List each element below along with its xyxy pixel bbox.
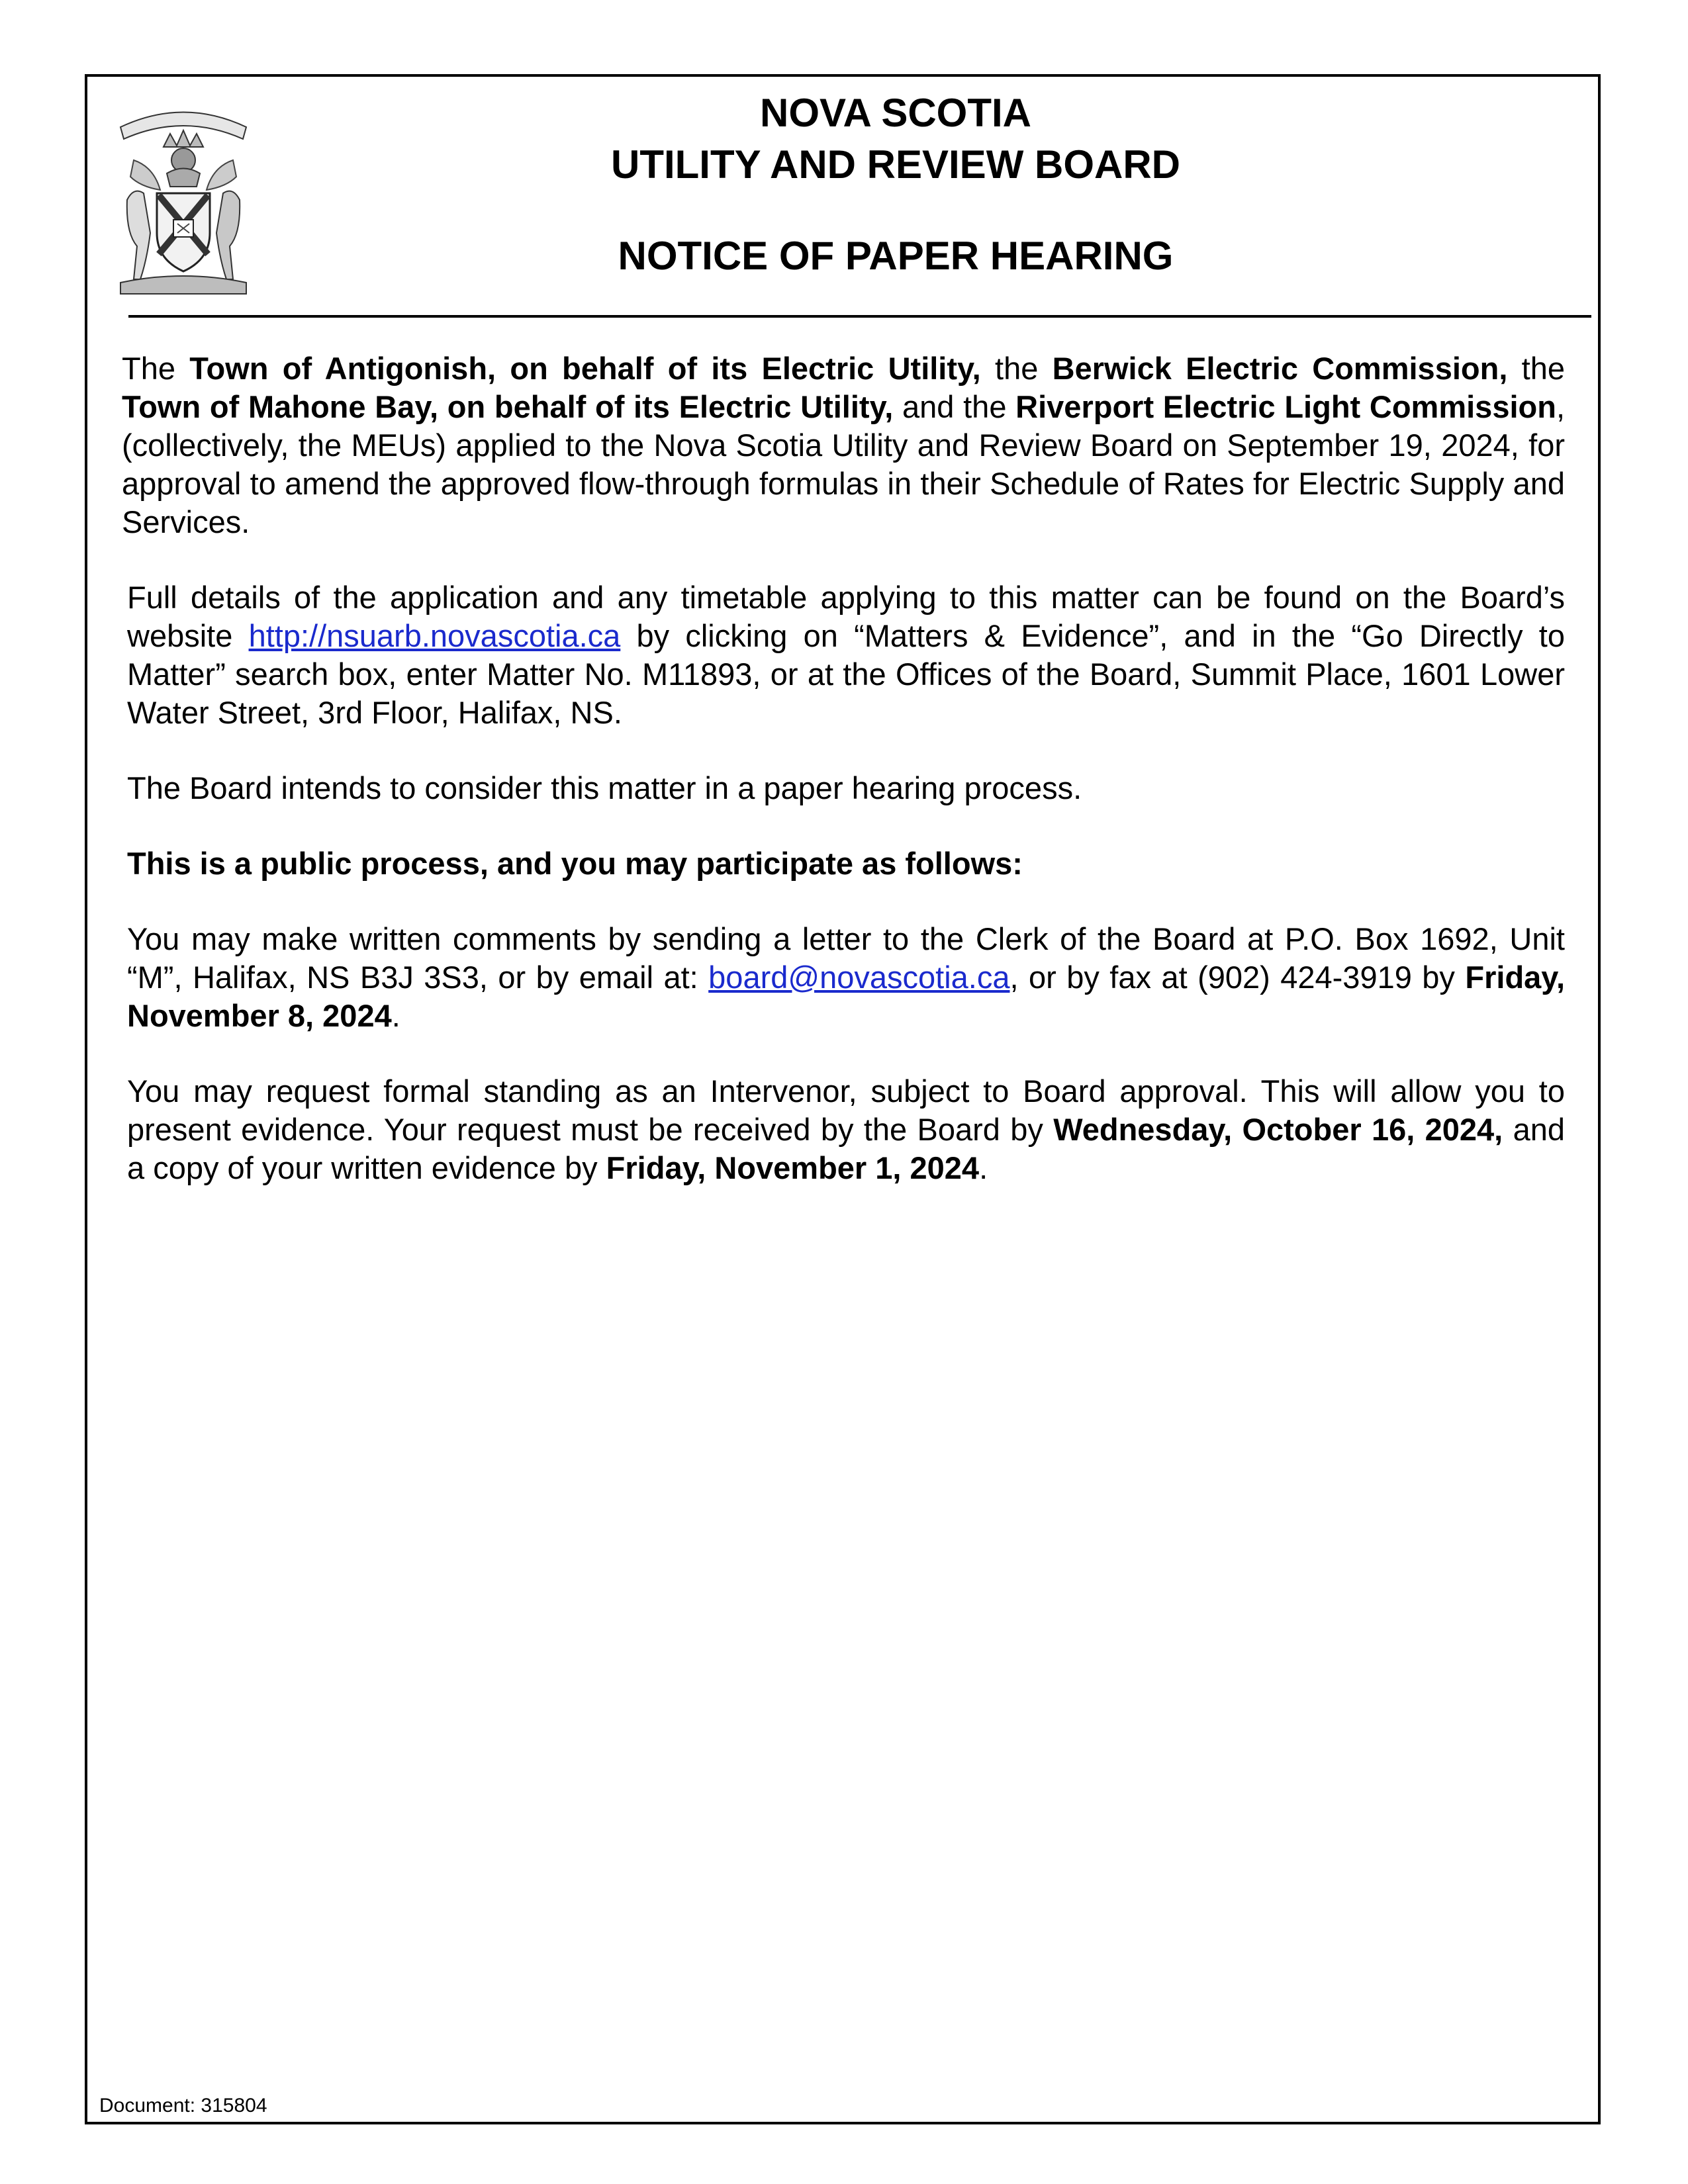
header-divider: [128, 315, 1591, 318]
text-run: and a copy of your written evidence by: [127, 1112, 1565, 1185]
text-run: The: [122, 351, 190, 386]
text-run: , or by fax at (902) 424-3919 by: [1009, 960, 1466, 995]
text-run: , (collectively, the MEUs) applied to the Nova Scotia Utility and Review Board on September 19, 2024, for approval to amend the approved flow-through formulas in their Schedule of Rates for Electric Supply and Services.: [122, 389, 1565, 539]
applicant-riverport: Riverport Electric Light Commission: [1015, 389, 1556, 424]
email-link[interactable]: board@novascotia.ca: [708, 960, 1010, 995]
text-run: and the: [893, 389, 1016, 424]
text-run: .: [391, 998, 400, 1033]
paragraph-intervenor: [127, 1072, 1565, 1187]
notice-body: [122, 349, 1565, 1224]
paragraph-process: The Board intends to consider this matter in a paper hearing process.: [127, 770, 1082, 805]
document-id: Document: 315804: [99, 2095, 267, 2116]
website-link[interactable]: http://nsuarb.novascotia.ca: [248, 618, 621, 653]
applicant-mahone-bay: Town of Mahone Bay, on behalf of its Electric Utility,: [122, 389, 894, 424]
text-run: .: [979, 1150, 988, 1185]
notice-frame: [85, 74, 1601, 2124]
paragraph-details: [127, 578, 1565, 732]
intervenor-deadline: Wednesday, October 16, 2024,: [1053, 1112, 1503, 1147]
paragraph-written-comments: [127, 920, 1565, 1035]
header-province: NOVA SCOTIA: [759, 91, 1031, 135]
participation-heading: This is a public process, and you may participate as follows:: [127, 846, 1023, 881]
notice-header: [87, 87, 1598, 282]
text-run: Full details of the application and any timetable applying to this matter can be found on the Board’s website: [127, 580, 1565, 653]
paragraph-application: [122, 349, 1565, 541]
text-run: the: [1507, 351, 1565, 386]
comments-deadline: Friday, November 8, 2024: [127, 960, 1566, 1033]
text-run: the: [980, 351, 1053, 386]
text-run: by clicking on “Matters & Evidence”, and in the “Go Directly to Matter” search box, enter Matter No. M11893, or at the Offices of the Board, Summit Place, 1601 Lower Water Street, 3rd Floor, Halifax, NS.: [127, 618, 1565, 730]
text-run: You may request formal standing as an Intervenor, subject to Board approval. This will allow you to present evidence. Your request must be received by the Board by: [127, 1073, 1565, 1147]
text-run: You may make written comments by sending a letter to the Clerk of the Board at P.O. Box 1692, Unit “M”, Halifax, NS B3J 3S3, or by email at:: [127, 921, 1565, 995]
applicant-antigonish: Town of Antigonish, on behalf of its Electric Utility,: [189, 351, 981, 386]
page-title: NOTICE OF PAPER HEARING: [618, 234, 1174, 278]
applicant-berwick: Berwick Electric Commission,: [1052, 351, 1508, 386]
evidence-deadline: Friday, November 1, 2024: [606, 1150, 980, 1185]
header-board-name: UTILITY AND REVIEW BOARD: [610, 142, 1180, 187]
paragraph-participation-heading: [127, 844, 1565, 883]
